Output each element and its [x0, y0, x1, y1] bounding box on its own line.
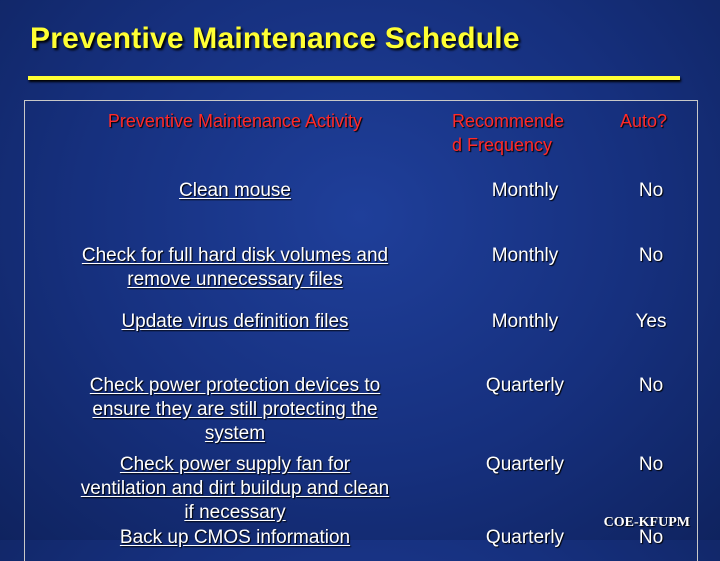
row-2-activity-line2: remove unnecessary files [127, 269, 343, 290]
row-5-activity-line2: ventilation and dirt buildup and clean [80, 478, 390, 499]
row-4-activity-line1: Check power protection devices to [89, 375, 381, 396]
row-6-auto: No [638, 527, 664, 548]
header-auto: Auto? [620, 111, 668, 131]
row-3-frequency: Monthly [491, 311, 559, 332]
row-3-activity-line1: Update virus definition files [121, 311, 349, 332]
row-2-activity-line1: Check for full hard disk volumes and [81, 245, 389, 266]
row-4-activity-line3: system [204, 423, 266, 444]
header-frequency-line2: d Frequency [452, 135, 553, 155]
header-activity: Preventive Maintenance Activity [107, 111, 363, 131]
title-underline [28, 76, 680, 80]
row-6-activity-line1: Back up CMOS information [119, 527, 351, 548]
maintenance-table [24, 100, 698, 561]
row-2-frequency: Monthly [491, 245, 559, 266]
row-5-frequency: Quarterly [485, 454, 565, 475]
row-5-activity-line3: if necessary [184, 502, 286, 523]
row-6-frequency: Quarterly [485, 527, 565, 548]
row-3-auto: Yes [635, 311, 667, 332]
row-1-auto: No [638, 180, 664, 201]
row-5-auto: No [638, 454, 664, 475]
row-1-activity-line1: Clean mouse [179, 180, 291, 201]
row-5-activity-line1: Check power supply fan for [119, 454, 351, 475]
row-4-frequency: Quarterly [485, 375, 565, 396]
footer-credit: COE-KFUPM [603, 515, 690, 530]
row-1-frequency: Monthly [491, 180, 559, 201]
row-4-auto: No [638, 375, 664, 396]
slide-title: Preventive Maintenance Schedule [30, 22, 520, 55]
row-4-activity-line2: ensure they are still protecting the [92, 399, 378, 420]
header-frequency-line1: Recommende [452, 111, 565, 131]
row-2-auto: No [638, 245, 664, 266]
